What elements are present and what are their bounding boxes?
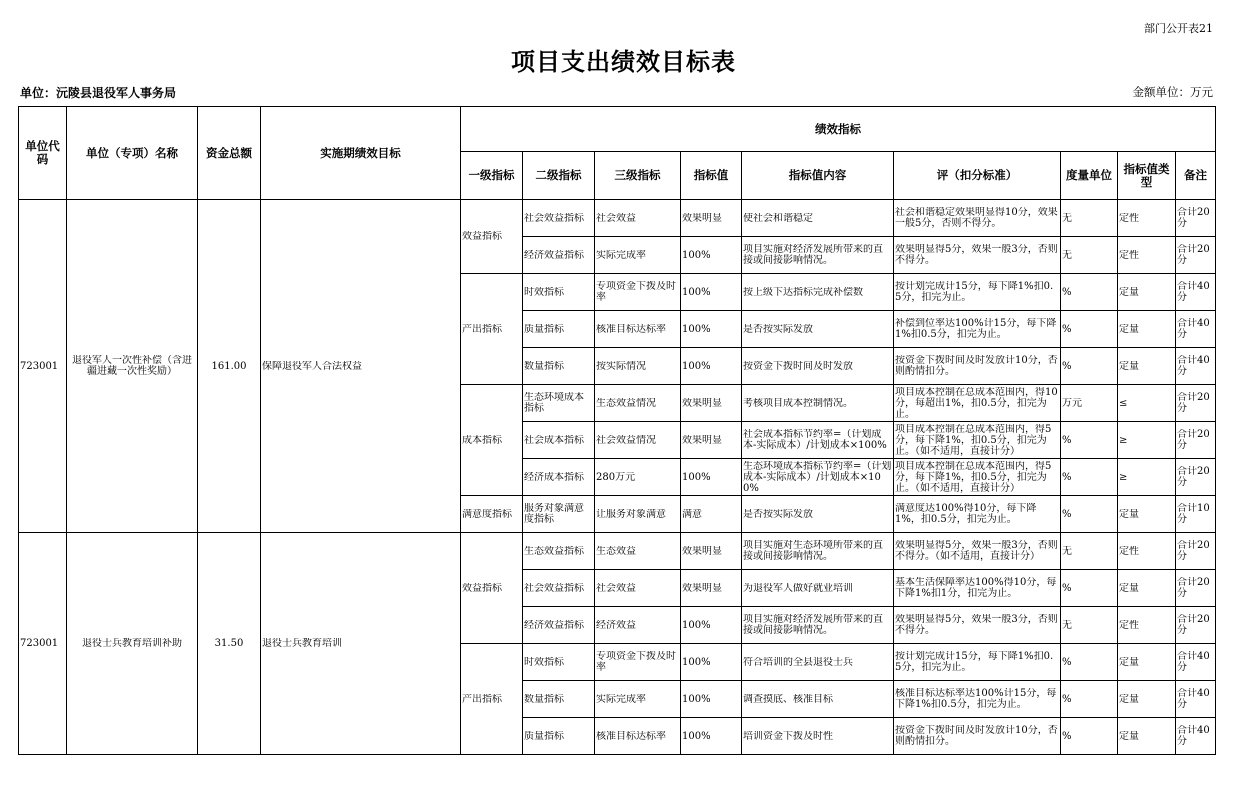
remark-cell-text: 合计40分 xyxy=(1177,318,1210,340)
remark-cell-text: 合计40分 xyxy=(1177,355,1210,377)
unit-name-cell xyxy=(67,200,198,533)
header-level3: 三级指标 xyxy=(595,152,681,200)
value-type-cell-text: 定量 xyxy=(1119,693,1139,705)
level3-cell-text: 生态效益情况 xyxy=(596,397,656,409)
scoring-cell-text: 补偿到位率达100%计15分，每下降1%扣0.5分，扣完为止。 xyxy=(895,318,1057,340)
value-cell-text: 效果明显 xyxy=(682,397,722,409)
scoring-cell-text: 按计划完成计15分，每下降1%扣0.5分，扣完为止。 xyxy=(895,651,1054,673)
measure-unit-cell-text: % xyxy=(1062,656,1072,668)
value-cell xyxy=(681,311,742,348)
level3-cell-text: 社会效益 xyxy=(596,582,636,594)
scoring-cell xyxy=(894,348,1061,385)
target-cell-text: 退役士兵教育培训 xyxy=(262,638,342,649)
unit-name-cell-text: 退役军人一次性补偿（含进疆进藏一次性奖励） xyxy=(72,355,192,377)
level2-cell xyxy=(523,385,595,422)
header-unit-code: 单位代码 xyxy=(19,107,67,200)
remark-cell xyxy=(1176,570,1216,607)
content-cell-text: 按上级下达指标完成补偿数 xyxy=(743,286,863,298)
value-type-cell-text: ≥ xyxy=(1119,471,1128,483)
header-total-funds: 资金总额 xyxy=(198,107,261,200)
level2-cell-text: 社会效益指标 xyxy=(524,582,584,594)
level3-cell-text: 专项资金下拨及时率 xyxy=(596,281,676,303)
measure-unit-cell-text: % xyxy=(1062,286,1072,298)
level2-cell-text: 质量指标 xyxy=(524,730,564,742)
scoring-cell xyxy=(894,607,1061,644)
value-cell-text: 效果明显 xyxy=(682,545,722,557)
measure-unit-cell xyxy=(1061,274,1118,311)
remark-cell xyxy=(1176,200,1216,237)
value-type-cell xyxy=(1118,607,1176,644)
scoring-cell-text: 社会和谐稳定效果明显得10分，效果一般5分，否则不得分。 xyxy=(895,207,1058,229)
measure-unit-cell xyxy=(1061,496,1118,533)
scoring-cell xyxy=(894,681,1061,718)
level1-cell-text: 满意度指标 xyxy=(462,508,512,520)
value-type-cell xyxy=(1118,422,1176,459)
content-cell-text: 是否按实际发放 xyxy=(743,508,813,520)
level3-cell xyxy=(595,274,681,311)
scoring-cell xyxy=(894,274,1061,311)
measure-unit-cell-text: % xyxy=(1062,360,1072,372)
level2-cell-text: 数量指标 xyxy=(524,360,564,372)
value-cell xyxy=(681,237,742,274)
measure-unit-cell xyxy=(1061,533,1118,570)
remark-cell-text: 合计40分 xyxy=(1177,688,1210,710)
remark-cell xyxy=(1176,237,1216,274)
remark-cell-text: 合计40分 xyxy=(1177,651,1210,673)
level2-cell-text: 社会成本指标 xyxy=(524,434,584,446)
value-type-cell xyxy=(1118,459,1176,496)
scoring-cell xyxy=(894,422,1061,459)
value-type-cell xyxy=(1118,274,1176,311)
value-cell xyxy=(681,385,742,422)
measure-unit-cell xyxy=(1061,681,1118,718)
level2-cell-text: 生态环境成本指标 xyxy=(524,392,584,414)
level3-cell-text: 280万元 xyxy=(596,471,636,483)
scoring-cell-text: 按资金下拨时间及时发放计10分，否则酌情扣分。 xyxy=(895,725,1058,747)
remark-cell-text: 合计20分 xyxy=(1177,466,1210,488)
content-cell xyxy=(742,237,894,274)
measure-unit-cell-text: 无 xyxy=(1062,249,1072,261)
value-cell-text: 效果明显 xyxy=(682,212,722,224)
level1-cell-text: 成本指标 xyxy=(462,434,502,446)
value-type-cell-text: ≤ xyxy=(1119,397,1128,409)
value-cell-text: 100% xyxy=(682,619,711,631)
header-indicators: 绩效指标 xyxy=(461,107,1216,152)
remark-cell xyxy=(1176,496,1216,533)
remark-cell xyxy=(1176,311,1216,348)
level2-cell-text: 服务对象满意度指标 xyxy=(524,503,584,525)
measure-unit-cell-text: 无 xyxy=(1062,619,1072,631)
value-type-cell-text: 定性 xyxy=(1119,212,1139,224)
value-type-cell-text: 定量 xyxy=(1119,286,1139,298)
level1-cell-text: 产出指标 xyxy=(462,323,502,335)
level2-cell xyxy=(523,237,595,274)
level3-cell xyxy=(595,459,681,496)
level3-cell-text: 让服务对象满意 xyxy=(596,508,666,520)
content-cell xyxy=(742,607,894,644)
level3-cell xyxy=(595,718,681,755)
level1-cell-text: 产出指标 xyxy=(462,693,502,705)
measure-unit-cell-text: % xyxy=(1062,471,1072,483)
header-level1: 一级指标 xyxy=(461,152,523,200)
level3-cell-text: 社会效益情况 xyxy=(596,434,656,446)
content-cell-text: 项目实施对经济发展所带来的直接或间接影响情况。 xyxy=(743,614,883,636)
page-title: 项目支出绩效目标表 xyxy=(511,48,736,76)
header-content: 指标值内容 xyxy=(742,152,894,200)
content-cell-text: 考核项目成本控制情况。 xyxy=(743,397,853,409)
content-cell xyxy=(742,533,894,570)
measure-unit-cell-text: % xyxy=(1062,508,1072,520)
content-cell xyxy=(742,348,894,385)
value-cell xyxy=(681,459,742,496)
content-cell xyxy=(742,200,894,237)
level2-cell-text: 经济效益指标 xyxy=(524,249,584,261)
level2-cell xyxy=(523,607,595,644)
header-level2: 二级指标 xyxy=(523,152,595,200)
performance-target-table xyxy=(18,106,1216,755)
value-type-cell-text: 定量 xyxy=(1119,508,1139,520)
value-type-cell-text: 定量 xyxy=(1119,323,1139,335)
header-remark: 备注 xyxy=(1176,152,1216,200)
measure-unit-cell-text: % xyxy=(1062,730,1072,742)
value-type-cell xyxy=(1118,644,1176,681)
level3-cell xyxy=(595,311,681,348)
content-cell-text: 使社会和谐稳定 xyxy=(743,212,813,224)
level2-cell-text: 时效指标 xyxy=(524,286,564,298)
level1-cell xyxy=(461,274,523,385)
level2-cell xyxy=(523,718,595,755)
remark-cell-text: 合计20分 xyxy=(1177,577,1210,599)
content-cell-text: 是否按实际发放 xyxy=(743,323,813,335)
level3-cell-text: 实际完成率 xyxy=(596,249,646,261)
value-cell-text: 100% xyxy=(682,693,711,705)
unit-code-cell xyxy=(19,533,67,755)
remark-cell xyxy=(1176,718,1216,755)
remark-cell xyxy=(1176,533,1216,570)
level3-cell-text: 实际完成率 xyxy=(596,693,646,705)
value-cell xyxy=(681,496,742,533)
level2-cell-text: 社会效益指标 xyxy=(524,212,584,224)
value-cell xyxy=(681,570,742,607)
value-cell-text: 100% xyxy=(682,249,711,261)
measure-unit-cell xyxy=(1061,348,1118,385)
level2-cell xyxy=(523,200,595,237)
measure-unit-cell-text: 无 xyxy=(1062,545,1072,557)
total-funds-cell-text: 161.00 xyxy=(211,360,247,372)
scoring-cell xyxy=(894,200,1061,237)
value-type-cell xyxy=(1118,533,1176,570)
remark-cell-text: 合计40分 xyxy=(1177,281,1210,303)
value-type-cell xyxy=(1118,348,1176,385)
content-cell xyxy=(742,311,894,348)
measure-unit-cell-text: % xyxy=(1062,434,1072,446)
measure-unit-cell-text: 万元 xyxy=(1062,397,1082,409)
value-cell xyxy=(681,681,742,718)
value-type-cell xyxy=(1118,570,1176,607)
remark-cell-text: 合计10分 xyxy=(1177,503,1210,525)
level3-cell xyxy=(595,681,681,718)
level2-cell xyxy=(523,459,595,496)
level3-cell xyxy=(595,237,681,274)
content-cell xyxy=(742,681,894,718)
level2-cell xyxy=(523,644,595,681)
value-cell-text: 100% xyxy=(682,360,711,372)
header-value-type: 指标值类型 xyxy=(1118,152,1176,200)
level3-cell xyxy=(595,385,681,422)
measure-unit-cell xyxy=(1061,237,1118,274)
table-body xyxy=(19,200,1216,755)
content-cell-text: 培训资金下拨及时性 xyxy=(743,730,833,742)
value-cell xyxy=(681,533,742,570)
level3-cell xyxy=(595,533,681,570)
scoring-cell-text: 按计划完成计15分，每下降1%扣0.5分，扣完为止。 xyxy=(895,281,1054,303)
header-measure-unit: 度量单位 xyxy=(1061,152,1118,200)
scoring-cell-text: 效果明显得5分，效果一般3分，否则不得分。 xyxy=(895,614,1058,636)
value-cell-text: 满意 xyxy=(682,508,702,520)
remark-cell-text: 合计20分 xyxy=(1177,207,1210,229)
value-type-cell xyxy=(1118,237,1176,274)
scoring-cell xyxy=(894,533,1061,570)
level3-cell-text: 核准目标达标率 xyxy=(596,323,666,335)
level2-cell xyxy=(523,311,595,348)
value-cell-text: 100% xyxy=(682,286,711,298)
scoring-cell-text: 按资金下拨时间及时发放计10分，否则酌情扣分。 xyxy=(895,355,1058,377)
value-type-cell xyxy=(1118,311,1176,348)
scoring-cell xyxy=(894,496,1061,533)
level2-cell xyxy=(523,348,595,385)
measure-unit-cell xyxy=(1061,607,1118,644)
level2-cell-text: 数量指标 xyxy=(524,693,564,705)
value-cell xyxy=(681,274,742,311)
unit-label: 单位：沅陵县退役军人事务局 xyxy=(20,86,177,100)
unit-name-cell xyxy=(67,533,198,755)
money-unit-label: 金额单位：万元 xyxy=(1132,85,1213,99)
level3-cell-text: 按实际情况 xyxy=(596,360,646,372)
content-cell xyxy=(742,570,894,607)
value-type-cell-text: 定性 xyxy=(1119,545,1139,557)
level1-cell xyxy=(461,644,523,755)
scoring-cell xyxy=(894,644,1061,681)
scoring-cell-text: 项目成本控制在总成本范围内，得5分，每下降1%，扣0.5分，扣完为止。（如不适用，直接计分） xyxy=(895,460,1052,494)
remark-cell-text: 合计20分 xyxy=(1177,429,1210,451)
remark-cell-text: 合计20分 xyxy=(1177,614,1210,636)
measure-unit-cell-text: % xyxy=(1062,323,1072,335)
value-type-cell xyxy=(1118,496,1176,533)
remark-cell xyxy=(1176,422,1216,459)
value-cell-text: 效果明显 xyxy=(682,434,722,446)
value-type-cell-text: 定量 xyxy=(1119,360,1139,372)
level2-cell xyxy=(523,274,595,311)
remark-cell-text: 合计20分 xyxy=(1177,244,1210,266)
measure-unit-cell xyxy=(1061,422,1118,459)
level2-cell xyxy=(523,496,595,533)
level3-cell-text: 专项资金下拨及时率 xyxy=(596,651,676,673)
value-cell-text: 100% xyxy=(682,656,711,668)
table-row xyxy=(19,533,1216,570)
value-cell xyxy=(681,348,742,385)
target-cell xyxy=(261,200,461,533)
content-cell xyxy=(742,459,894,496)
level3-cell-text: 社会效益 xyxy=(596,212,636,224)
level1-cell-text: 效益指标 xyxy=(462,231,502,242)
total-funds-cell xyxy=(198,200,261,533)
scoring-cell xyxy=(894,570,1061,607)
unit-name-cell-text: 退役士兵教育培训补助 xyxy=(82,638,182,649)
level1-cell xyxy=(461,385,523,496)
scoring-cell-text: 项目成本控制在总成本范围内，得5分，每下降1%，扣0.5分，扣完为止。（如不适用，直接计分） xyxy=(895,423,1052,457)
scoring-cell-text: 满意度达100%得10分，每下降1%，扣0.5分，扣完为止。 xyxy=(895,503,1037,525)
remark-cell xyxy=(1176,644,1216,681)
scoring-cell xyxy=(894,459,1061,496)
content-cell xyxy=(742,274,894,311)
level2-cell-text: 生态效益指标 xyxy=(524,545,584,557)
level1-cell-text: 效益指标 xyxy=(462,582,502,594)
level3-cell-text: 生态效益 xyxy=(596,545,636,557)
level2-cell-text: 经济效益指标 xyxy=(524,619,584,631)
value-type-cell xyxy=(1118,385,1176,422)
measure-unit-cell xyxy=(1061,718,1118,755)
value-type-cell-text: 定量 xyxy=(1119,730,1139,742)
level3-cell xyxy=(595,570,681,607)
content-cell-text: 按资金下拨时间及时发放 xyxy=(743,360,853,372)
scoring-cell xyxy=(894,237,1061,274)
measure-unit-cell xyxy=(1061,311,1118,348)
level3-cell xyxy=(595,422,681,459)
level2-cell xyxy=(523,570,595,607)
value-type-cell-text: 定性 xyxy=(1119,249,1139,261)
content-cell xyxy=(742,644,894,681)
value-cell xyxy=(681,718,742,755)
header-value: 指标值 xyxy=(681,152,742,200)
content-cell xyxy=(742,718,894,755)
value-type-cell xyxy=(1118,681,1176,718)
measure-unit-cell-text: % xyxy=(1062,582,1072,594)
remark-cell-text: 合计40分 xyxy=(1177,725,1210,747)
content-cell xyxy=(742,422,894,459)
level3-cell xyxy=(595,607,681,644)
level2-cell-text: 经济成本指标 xyxy=(524,471,584,483)
header-unit-name: 单位（专项）名称 xyxy=(67,107,198,200)
value-cell-text: 100% xyxy=(682,323,711,335)
remark-cell-text: 合计20分 xyxy=(1177,540,1210,562)
value-cell xyxy=(681,422,742,459)
unit-code-cell xyxy=(19,200,67,533)
measure-unit-cell xyxy=(1061,570,1118,607)
unit-code-cell-text: 723001 xyxy=(20,638,59,649)
measure-unit-cell xyxy=(1061,200,1118,237)
level3-cell xyxy=(595,644,681,681)
remark-cell xyxy=(1176,681,1216,718)
value-cell-text: 100% xyxy=(682,730,711,742)
level1-cell xyxy=(461,533,523,644)
value-type-cell-text: ≥ xyxy=(1119,434,1128,446)
value-cell-text: 100% xyxy=(682,471,711,483)
value-cell-text: 效果明显 xyxy=(682,582,722,594)
value-cell xyxy=(681,200,742,237)
remark-cell xyxy=(1176,348,1216,385)
table-row xyxy=(19,200,1216,237)
target-cell-text: 保障退役军人合法权益 xyxy=(262,360,362,372)
remark-cell xyxy=(1176,274,1216,311)
scoring-cell xyxy=(894,311,1061,348)
level2-cell-text: 时效指标 xyxy=(524,656,564,668)
value-cell xyxy=(681,644,742,681)
value-type-cell xyxy=(1118,718,1176,755)
level2-cell xyxy=(523,681,595,718)
content-cell xyxy=(742,496,894,533)
level3-cell xyxy=(595,348,681,385)
level1-cell xyxy=(461,496,523,533)
remark-cell xyxy=(1176,385,1216,422)
value-type-cell-text: 定量 xyxy=(1119,582,1139,594)
remark-cell-text: 合计20分 xyxy=(1177,392,1210,414)
value-type-cell-text: 定性 xyxy=(1119,619,1139,631)
scoring-cell-text: 核准目标达标率达100%计15分，每下降1%扣0.5分，扣完为止。 xyxy=(895,688,1057,710)
value-type-cell xyxy=(1118,200,1176,237)
scoring-cell-text: 项目成本控制在总成本范围内，得10分，每超出1%，扣0.5分，扣完为止。 xyxy=(895,386,1058,420)
unit-code-cell-text: 723001 xyxy=(20,360,59,372)
content-cell xyxy=(742,385,894,422)
value-type-cell-text: 定量 xyxy=(1119,656,1139,668)
scoring-cell-text: 基本生活保障率达100%得10分，每下降1%扣1分，扣完为止。 xyxy=(895,577,1057,599)
level3-cell xyxy=(595,496,681,533)
measure-unit-cell-text: 无 xyxy=(1062,212,1072,224)
content-cell-text: 为退役军人做好就业培训 xyxy=(743,582,853,594)
measure-unit-cell-text: % xyxy=(1062,693,1072,705)
total-funds-cell xyxy=(198,533,261,755)
level3-cell xyxy=(595,200,681,237)
level2-cell xyxy=(523,422,595,459)
measure-unit-cell xyxy=(1061,459,1118,496)
content-cell-text: 项目实施对生态环境所带来的直接或间接影响情况。 xyxy=(743,540,883,562)
level2-cell xyxy=(523,533,595,570)
scoring-cell-text: 效果明显得5分，效果一般3分，否则不得分。 xyxy=(895,244,1058,266)
content-cell-text: 生态环境成本指标节约率=（计划成本-实际成本）/计划成本×100% xyxy=(743,460,892,494)
measure-unit-cell xyxy=(1061,385,1118,422)
level3-cell-text: 经济效益 xyxy=(596,619,636,631)
document-number: 部门公开表21 xyxy=(1144,22,1213,35)
scoring-cell xyxy=(894,385,1061,422)
content-cell-text: 调查摸底、核准目标 xyxy=(743,693,833,705)
remark-cell xyxy=(1176,459,1216,496)
level3-cell-text: 核准目标达标率 xyxy=(596,730,666,742)
content-cell-text: 社会成本指标节约率=（计划成本-实际成本）/计划成本×100% xyxy=(743,429,887,451)
header-scoring: 评（扣分标准） xyxy=(894,152,1061,200)
content-cell-text: 符合培训的全县退役士兵 xyxy=(743,656,853,668)
content-cell-text: 项目实施对经济发展所带来的直接或间接影响情况。 xyxy=(743,244,883,266)
level2-cell-text: 质量指标 xyxy=(524,323,564,335)
level1-cell xyxy=(461,200,523,274)
remark-cell xyxy=(1176,607,1216,644)
scoring-cell-text: 效果明显得5分，效果一般3分，否则不得分。（如不适用，直接计分） xyxy=(895,540,1058,562)
header-target: 实施期绩效目标 xyxy=(261,107,461,200)
target-cell xyxy=(261,533,461,755)
scoring-cell xyxy=(894,718,1061,755)
total-funds-cell-text: 31.50 xyxy=(214,638,244,649)
value-cell xyxy=(681,607,742,644)
measure-unit-cell xyxy=(1061,644,1118,681)
